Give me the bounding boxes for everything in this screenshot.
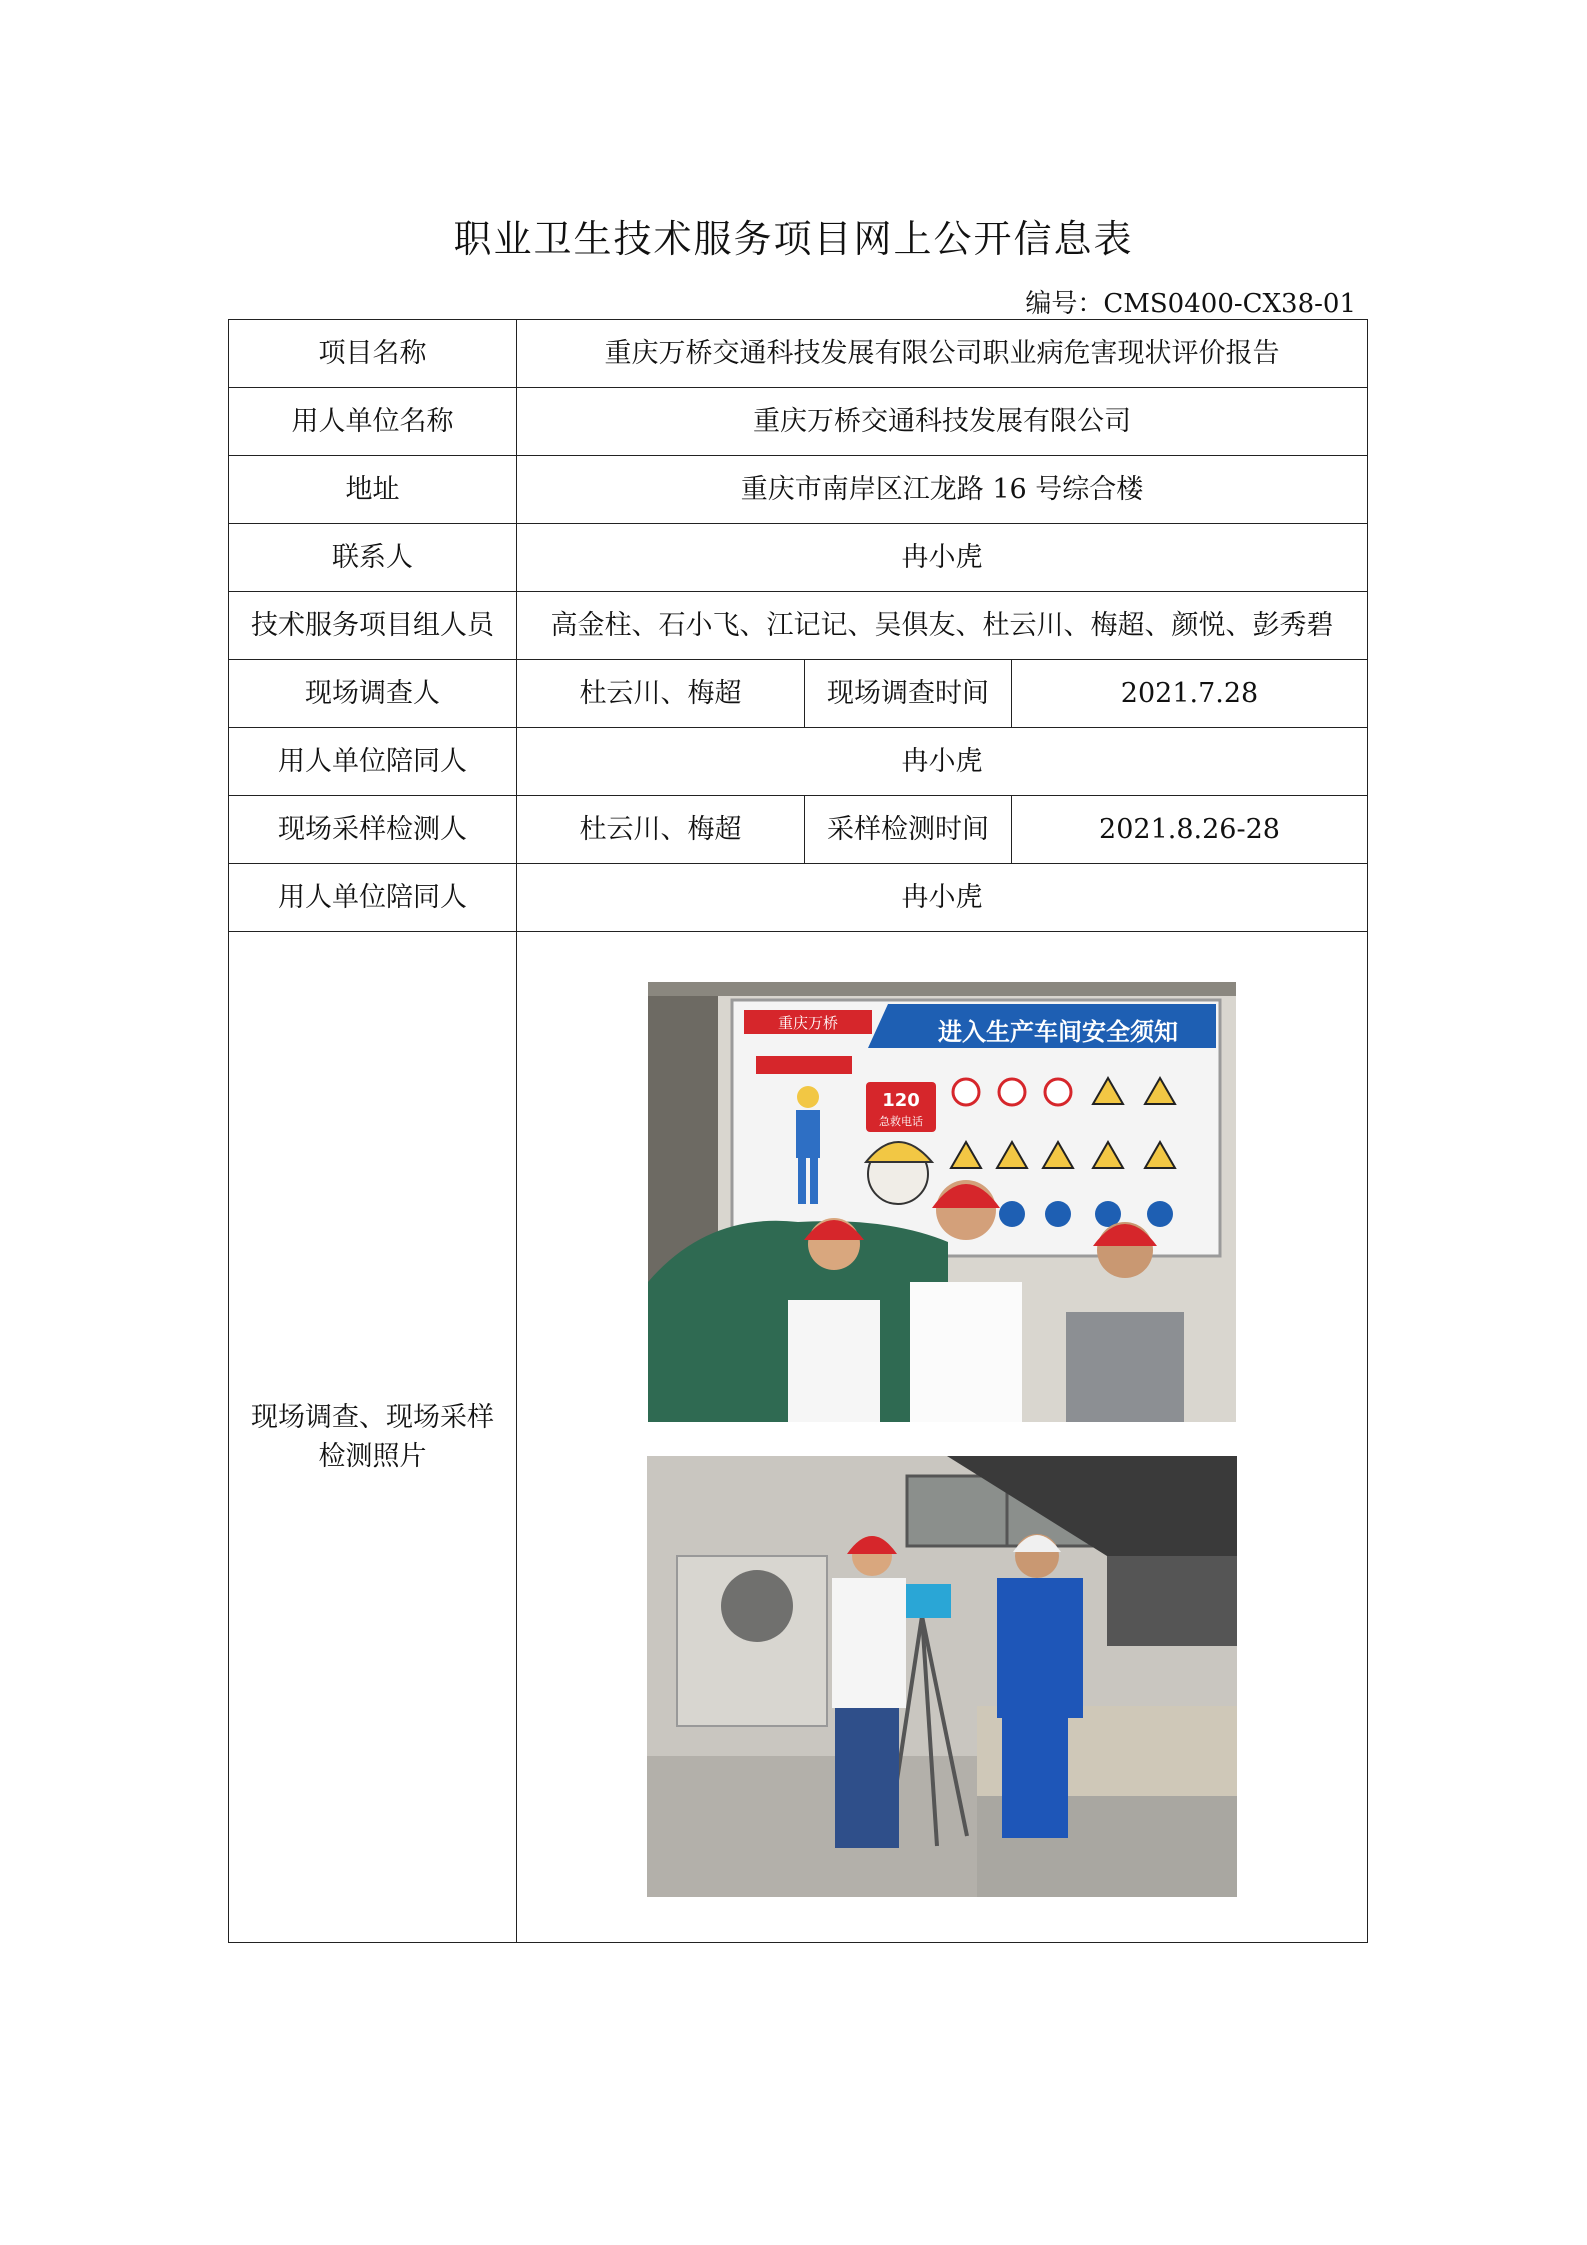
photos-cell [517,932,1368,1943]
board-logo: 重庆万桥 [777,1013,839,1032]
document-number: 编号：CMS0400-CX38-01 [1025,289,1356,319]
survey-time-label: 现场调查时间 [805,660,1012,728]
site-sampling-photo-illustration [647,1456,1237,1897]
site-survey-photo-illustration [648,982,1236,1422]
survey-person-value: 杜云川、梅超 [517,660,805,728]
address-value: 重庆市南岸区江龙路 16 号综合楼 [517,456,1368,524]
emergency-number: 120 [882,1089,920,1111]
team-label: 技术服务项目组人员 [229,592,517,660]
photos-label-line1: 现场调查、现场采样 [251,1401,494,1433]
contact-label: 联系人 [229,524,517,592]
contact-value: 冉小虎 [517,524,1368,592]
escort2-value: 冉小虎 [517,864,1368,932]
row-contact [229,524,1368,592]
row-employer [229,388,1368,456]
emergency-label: 急救电话 [879,1114,923,1128]
survey-time-value: 2021.7.28 [1012,660,1368,728]
document-title: 职业卫生技术服务项目网上公开信息表 [453,217,1134,261]
project-name-label: 项目名称 [229,320,517,388]
row-address [229,456,1368,524]
escort2-label: 用人单位陪同人 [229,864,517,932]
survey-person-label: 现场调查人 [229,660,517,728]
address-label: 地址 [229,456,517,524]
escort1-value: 冉小虎 [517,728,1368,796]
row-escort-1 [229,728,1368,796]
info-table [228,319,1368,1943]
sampling-time-label: 采样检测时间 [805,796,1012,864]
escort1-label: 用人单位陪同人 [229,728,517,796]
row-survey [229,660,1368,728]
team-value: 高金柱、石小飞、江记记、吴俱友、杜云川、梅超、颜悦、彭秀碧 [517,592,1368,660]
photos-label [229,932,517,1943]
row-team [229,592,1368,660]
sampling-person-label: 现场采样检测人 [229,796,517,864]
employer-label: 用人单位名称 [229,388,517,456]
row-escort-2 [229,864,1368,932]
sampling-person-value: 杜云川、梅超 [517,796,805,864]
board-title: 进入生产车间安全须知 [938,1017,1178,1046]
sampling-time-value: 2021.8.26-28 [1012,796,1368,864]
row-photos [229,932,1368,1943]
site-sampling-photo [647,1456,1237,1897]
row-project-name [229,320,1368,388]
site-survey-photo [648,982,1236,1422]
row-sampling [229,796,1368,864]
photos-label-line2: 检测照片 [318,1441,427,1472]
employer-value: 重庆万桥交通科技发展有限公司 [517,388,1368,456]
project-name-value: 重庆万桥交通科技发展有限公司职业病危害现状评价报告 [517,320,1368,388]
